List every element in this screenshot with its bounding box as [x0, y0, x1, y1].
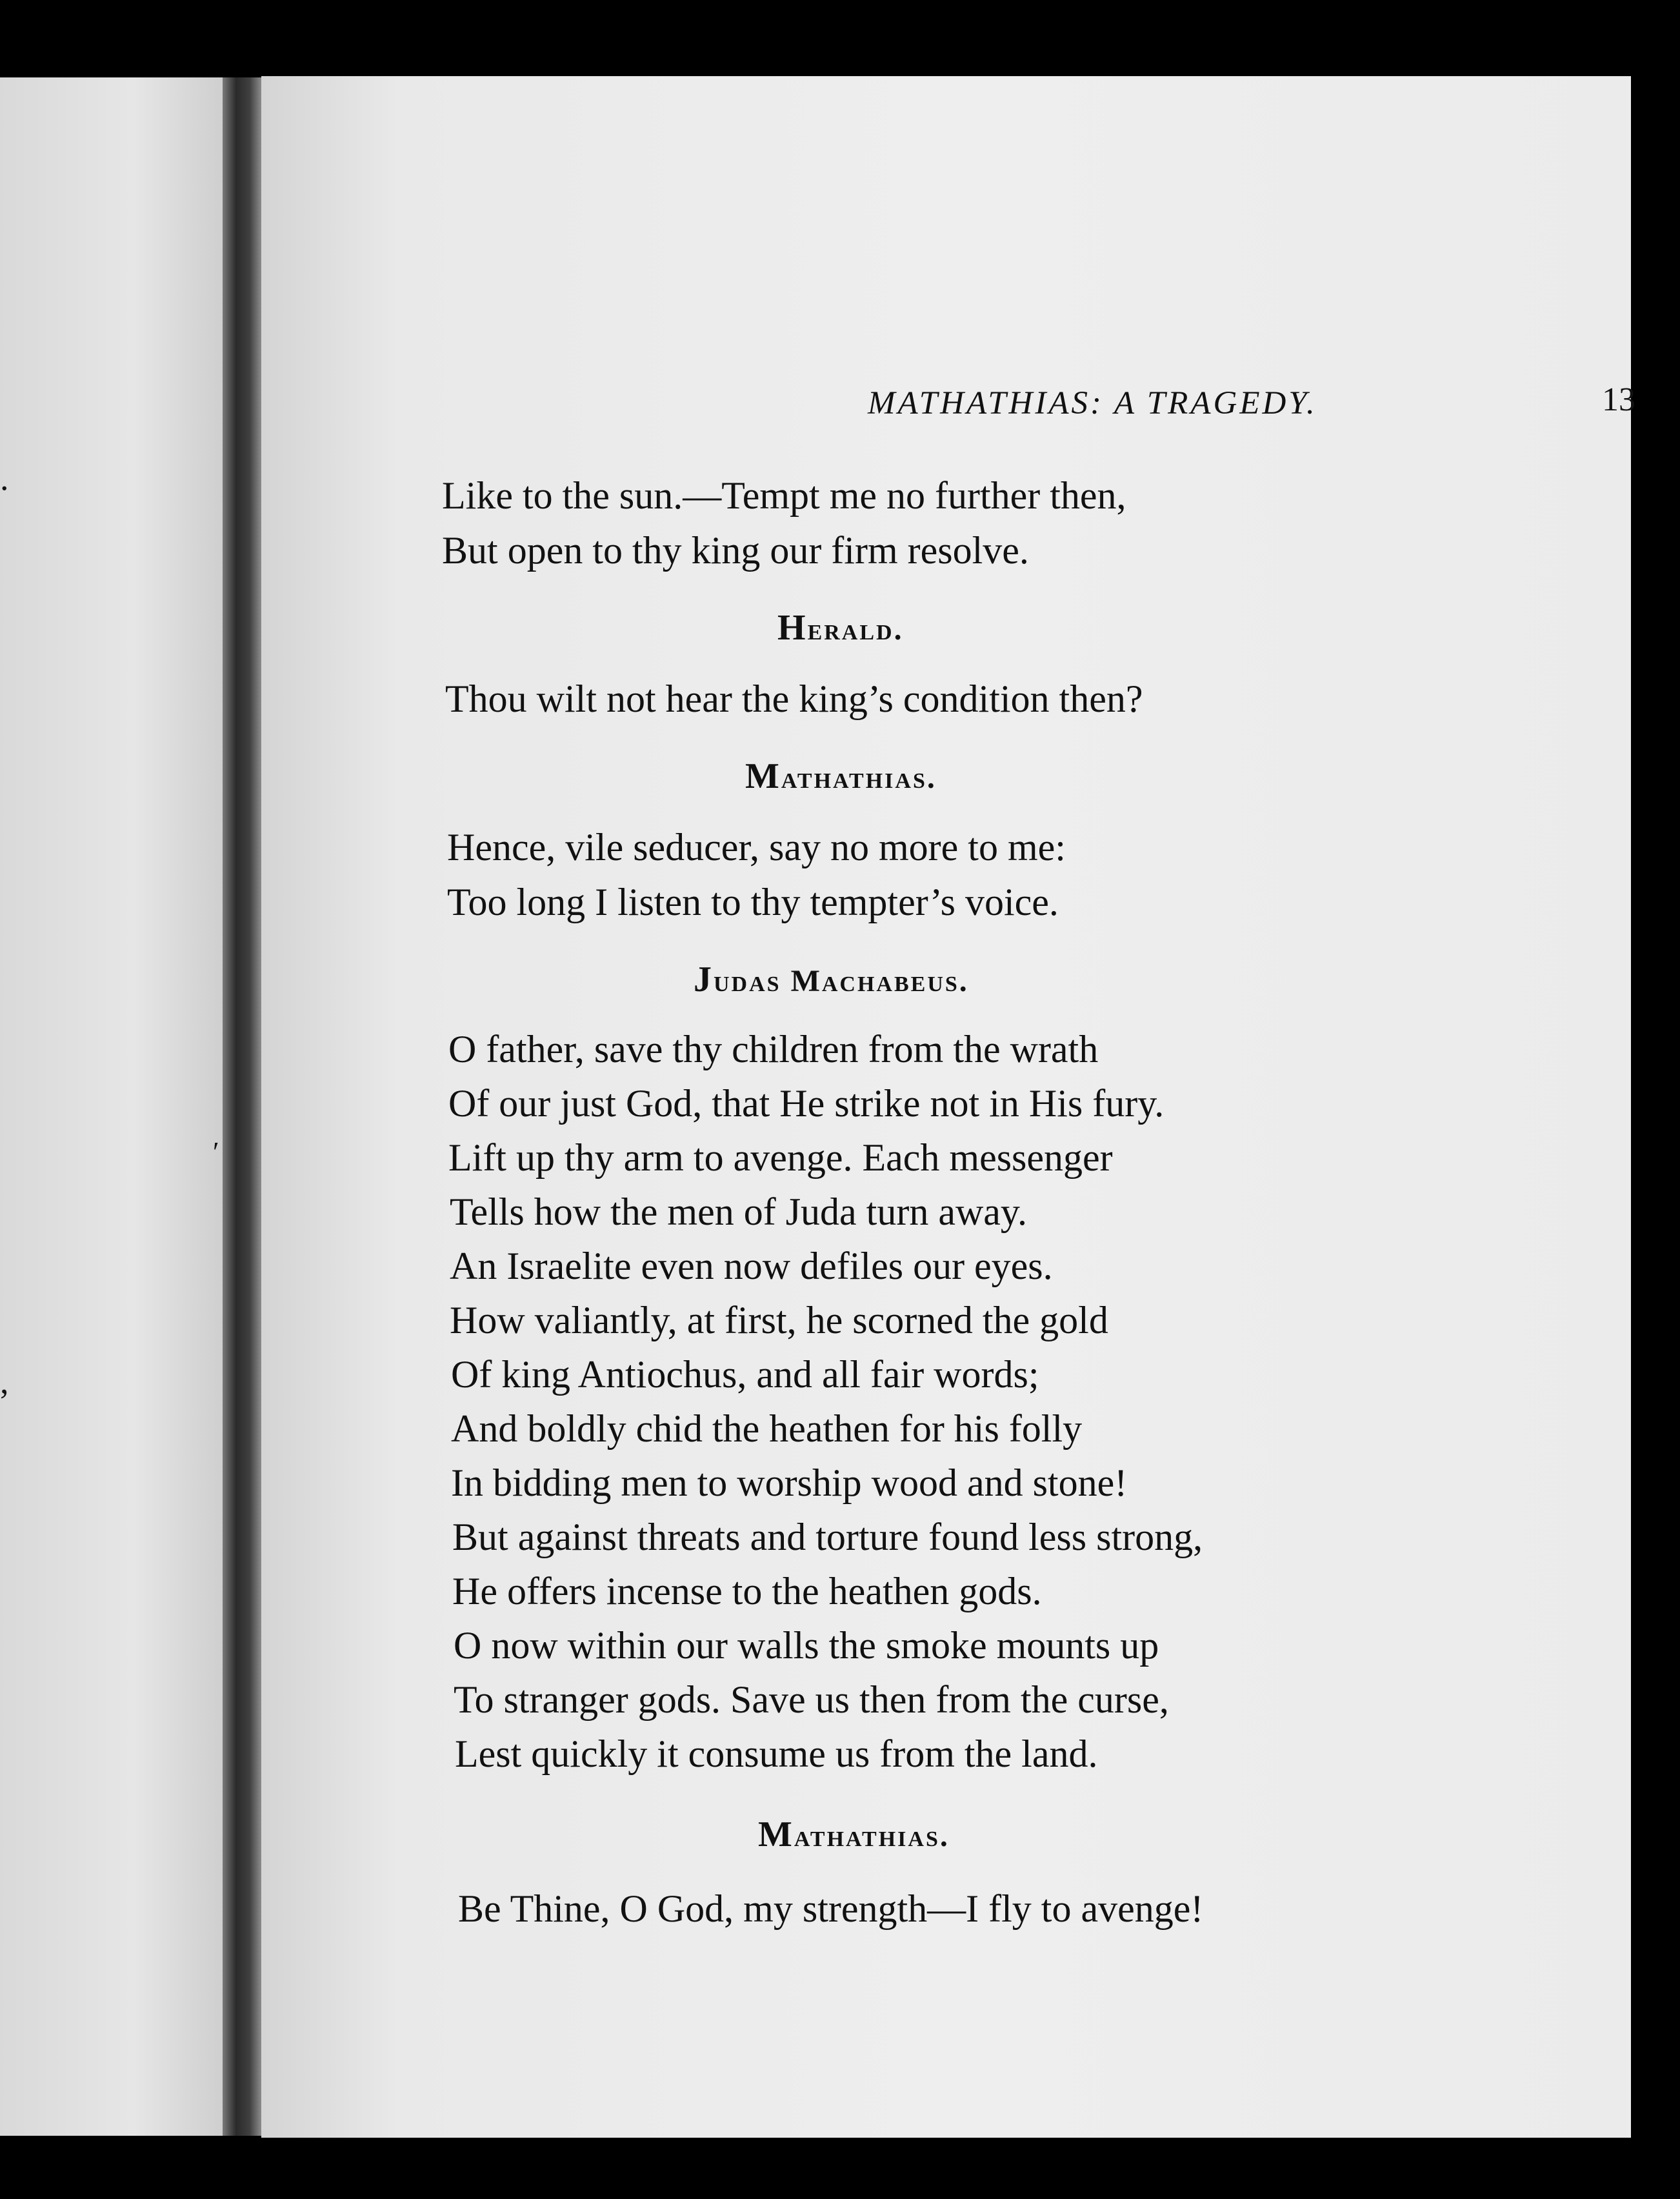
speaker-name: Mathathias.: [745, 756, 937, 796]
verse-line: Hence, vile seducer, say no more to me:: [447, 826, 1066, 869]
verse-line: But against threats and torture found less strong,: [452, 1516, 1203, 1558]
verse-line: O father, save thy children from the wrath: [448, 1028, 1099, 1070]
speaker-name: Herald.: [777, 608, 904, 648]
speaker-name: Judas Machabeus.: [694, 959, 969, 999]
verse-line: O now within our walls the smoke mounts up: [454, 1624, 1159, 1667]
verse-line: Of our just God, that He strike not in His fury.: [448, 1082, 1165, 1125]
running-head-title: MATHATHIAS: A TRAGEDY.: [868, 385, 1317, 421]
left-page-mark: ,: [0, 1362, 9, 1401]
book-gutter-shadow: [223, 77, 261, 2136]
verse-line: Tells how the men of Juda turn away.: [450, 1190, 1028, 1233]
verse-line: Be Thine, O God, my strength—I fly to avenge!: [458, 1887, 1204, 1930]
verse-line: An Israelite even now defiles our eyes.: [450, 1245, 1053, 1287]
verse-line: How valiantly, at first, he scorned the gold: [450, 1299, 1108, 1341]
left-facing-page: [0, 77, 223, 2136]
verse-line: In bidding men to worship wood and stone!: [451, 1461, 1128, 1504]
verse-line: Like to the sun.—Tempt me no further then,: [442, 474, 1126, 517]
speaker-name: Mathathias.: [758, 1814, 950, 1854]
verse-line: He offers incense to the heathen gods.: [452, 1570, 1042, 1612]
left-page-mark: ʹ: [213, 1136, 219, 1168]
verse-line: Too long I listen to thy tempter’s voice.: [447, 881, 1059, 923]
verse-line: To stranger gods. Save us then from the curse,: [454, 1678, 1169, 1721]
verse-line: Lift up thy arm to avenge. Each messenger: [448, 1136, 1113, 1179]
verse-line: Thou wilt not hear the king’s condition then?: [445, 678, 1143, 720]
verse-line: Of king Antiochus, and all fair words;: [451, 1353, 1039, 1396]
verse-line: Lest quickly it consume us from the land.: [455, 1732, 1098, 1775]
verse-line: But open to thy king our firm resolve.: [442, 529, 1029, 572]
left-page-mark: .: [0, 459, 9, 497]
page-number: 13: [1602, 381, 1635, 418]
verse-line: And boldly chid the heathen for his folly: [451, 1407, 1083, 1450]
right-page: [261, 76, 1635, 2138]
